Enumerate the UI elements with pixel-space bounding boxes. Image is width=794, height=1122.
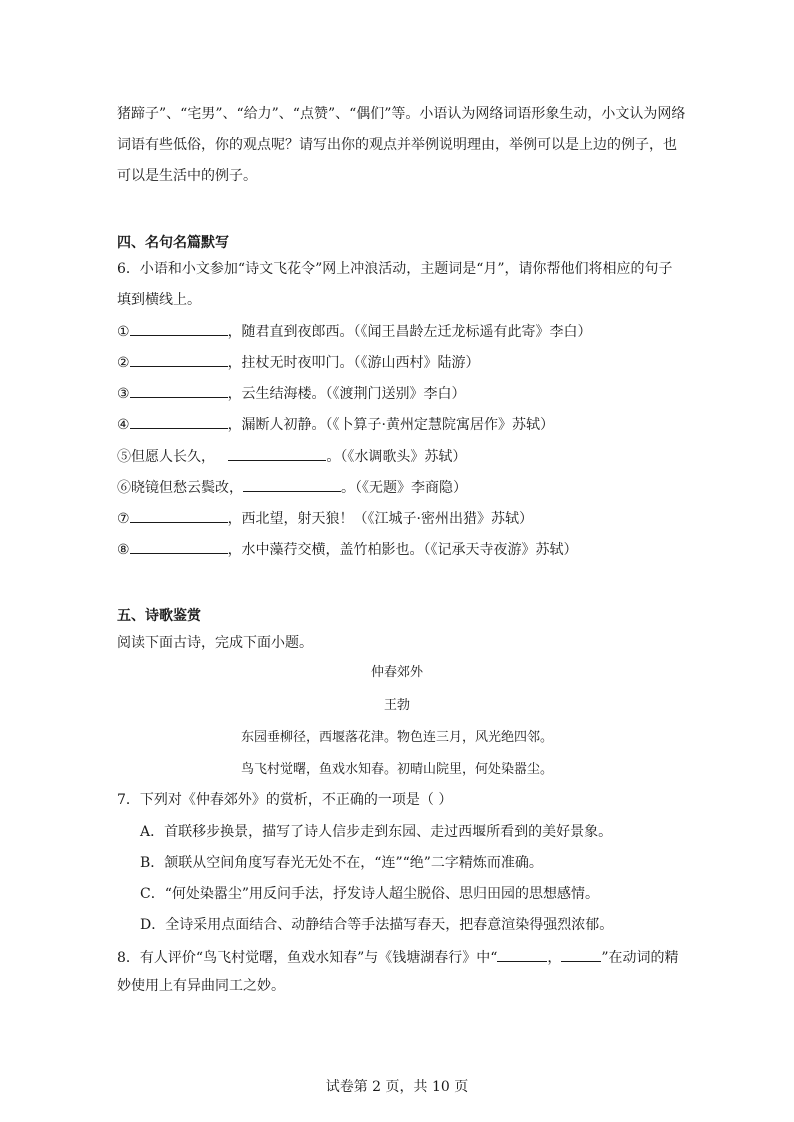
fill-item-suffix: ，漏断人初静。（《卜算子·黄州定慧院寓居作》苏轼） bbox=[227, 417, 555, 433]
q8-separator: ， bbox=[547, 950, 562, 966]
q8-text-after: ”在动词的精 bbox=[601, 950, 679, 966]
fill-item-3 bbox=[117, 382, 466, 404]
fill-item-suffix: ，云生结海楼。（《渡荆门送别》李白） bbox=[227, 386, 466, 402]
fill-item-6 bbox=[117, 476, 467, 498]
q7-option-b[interactable]: B．颔联从空间角度写春光无处不在，“连”“绝”二字精炼而准确。 bbox=[140, 855, 543, 871]
answer-blank[interactable] bbox=[243, 476, 341, 492]
fill-item-prefix: ② bbox=[117, 355, 130, 371]
fill-item-prefix: ⑦ bbox=[117, 511, 130, 527]
poem-title: 仲春郊外 bbox=[370, 665, 423, 680]
q7-option-c[interactable]: C．“何处染嚣尘”用反问手法，抒发诗人超尘脱俗、思归田园的思想感情。 bbox=[140, 886, 600, 902]
answer-blank[interactable] bbox=[228, 445, 326, 461]
fill-item-4 bbox=[117, 413, 554, 435]
question-7-stem: 7．下列对《仲春郊外》的赏析，不正确的一项是（ ） bbox=[117, 792, 453, 808]
fill-item-suffix: ，拄杖无时夜叩门。（《游山西村》陆游） bbox=[227, 355, 480, 371]
fill-item-2 bbox=[117, 351, 480, 373]
fill-item-prefix: ① bbox=[117, 324, 130, 340]
answer-blank[interactable] bbox=[130, 538, 228, 554]
poem-line-1: 东园垂柳径，西堰落花津。物色连三月，风光绝四邻。 bbox=[240, 730, 553, 745]
q7-option-d[interactable]: D．全诗采用点面结合、动静结合等手法描写春天，把春意渲染得强烈浓郁。 bbox=[140, 917, 614, 933]
question-8-line-1 bbox=[117, 946, 679, 968]
fill-item-prefix: ④ bbox=[117, 417, 130, 433]
fill-item-8 bbox=[117, 538, 578, 560]
fill-item-prefix: ⑤但愿人长久， bbox=[117, 449, 215, 465]
poem-instruction: 阅读下面古诗，完成下面小题。 bbox=[117, 635, 313, 651]
answer-blank[interactable] bbox=[130, 413, 228, 429]
fill-item-suffix: 。（《无题》李商隐） bbox=[341, 480, 467, 496]
fill-item-1 bbox=[117, 320, 592, 342]
fill-item-suffix: ，水中藻荇交横，盖竹柏影也。（《记承天寺夜游》苏轼） bbox=[227, 542, 578, 558]
section-4-heading: 四、名句名篇默写 bbox=[117, 235, 229, 251]
fill-item-suffix: ，随君直到夜郎西。（《闻王昌龄左迁龙标遥有此寄》李白） bbox=[227, 324, 592, 340]
fill-item-suffix: ，西北望，射天狼！（《江城子·密州出猎》苏轼） bbox=[227, 511, 534, 527]
intro-line-1: 猪蹄子”、“宅男”、“给力”、“点赞”、“偶们”等。小语认为网络词语形象生动，小文认为网络 bbox=[117, 106, 686, 122]
poem-author: 王勃 bbox=[383, 698, 410, 713]
answer-blank[interactable] bbox=[561, 946, 601, 962]
fill-item-prefix: ⑥晓镜但愁云鬓改， bbox=[117, 480, 243, 496]
poem-line-2: 鸟飞村觉曙，鱼戏水知春。初晴山院里，何处染嚣尘。 bbox=[240, 762, 553, 777]
question-6-line-1: 6．小语和小文参加“诗文飞花令”网上冲浪活动，主题词是“月”，请你帮他们将相应的句子 bbox=[117, 261, 673, 277]
fill-item-7 bbox=[117, 507, 533, 529]
section-5-heading: 五、诗歌鉴赏 bbox=[117, 608, 201, 624]
answer-blank[interactable] bbox=[497, 946, 547, 962]
intro-line-3: 可以是生活中的例子。 bbox=[117, 168, 257, 184]
fill-item-prefix: ③ bbox=[117, 386, 130, 402]
page-footer: 试卷第 2 页，共 10 页 bbox=[325, 1079, 469, 1095]
answer-blank[interactable] bbox=[130, 382, 228, 398]
fill-item-prefix: ⑧ bbox=[117, 542, 130, 558]
q8-text-before: 8．有人评价“鸟飞村觉曙，鱼戏水知春”与《钱塘湖春行》中“ bbox=[117, 950, 498, 966]
question-8-line-2: 妙使用上有异曲同工之妙。 bbox=[117, 978, 285, 994]
answer-blank[interactable] bbox=[130, 320, 228, 336]
question-6-line-2: 填到横线上。 bbox=[117, 292, 201, 308]
answer-blank[interactable] bbox=[130, 351, 228, 367]
intro-line-2: 词语有些低俗，你的观点呢？请写出你的观点并举例说明理由，举例可以是上边的例子，也 bbox=[117, 137, 677, 153]
fill-item-suffix: 。（《水调歌头》苏轼） bbox=[326, 449, 467, 465]
fill-item-5 bbox=[117, 445, 466, 467]
answer-blank[interactable] bbox=[130, 507, 228, 523]
q7-option-a[interactable]: A．首联移步换景，描写了诗人信步走到东园、走过西堰所看到的美好景象。 bbox=[140, 824, 613, 840]
